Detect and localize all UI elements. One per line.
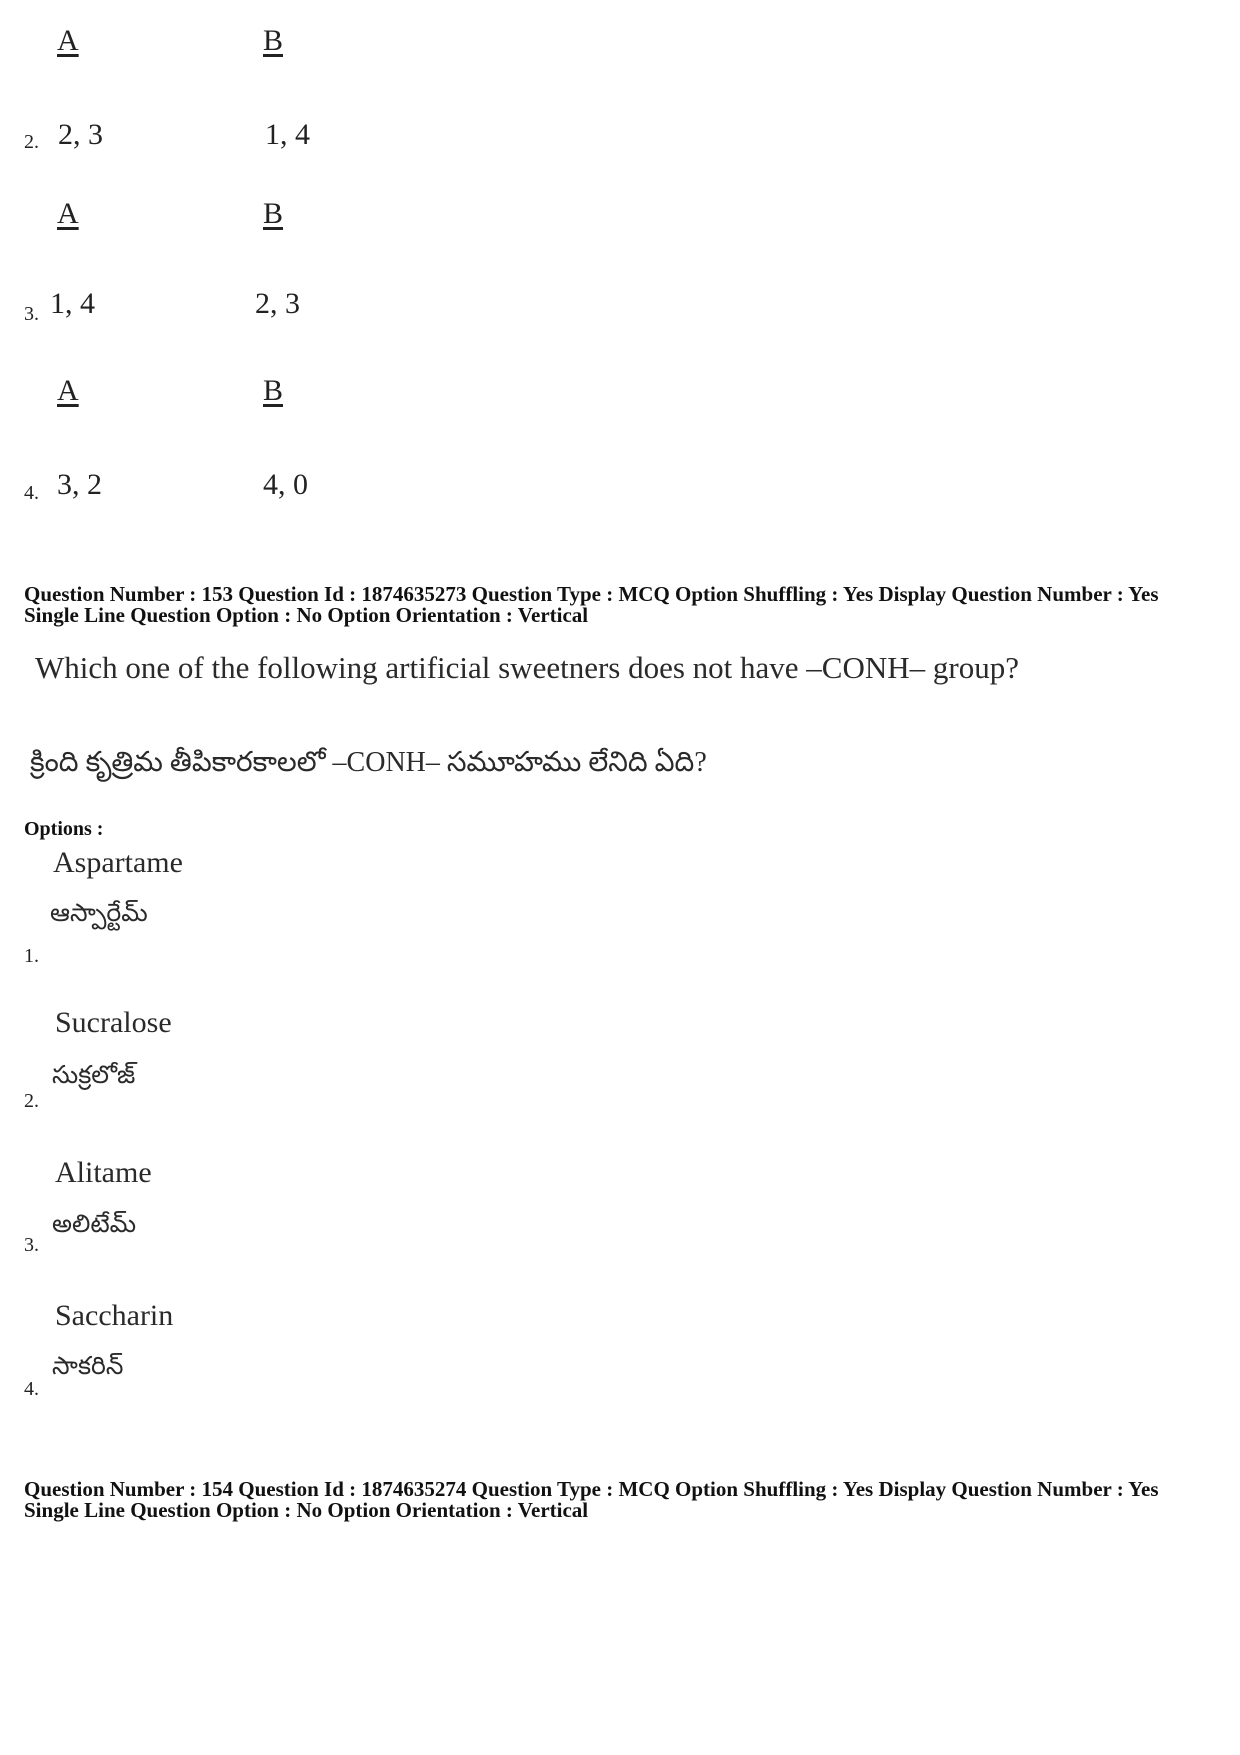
question-text-english: Which one of the following artificial sweetners does not have –CONH– group? (35, 650, 1019, 685)
options-label: Options : (24, 818, 104, 840)
question-meta-line-1: Question Number : 154 Question Id : 1874635274 Question Type : MCQ Option Shuffling : Yes Display Question Number : Yes (24, 1477, 1159, 1501)
option-number: 4. (24, 482, 39, 504)
option-value-a: 2, 3 (58, 118, 103, 151)
question-meta-line-2: Single Line Question Option : No Option Orientation : Vertical (24, 603, 589, 627)
column-a-heading: A (57, 24, 79, 57)
option-number: 1. (24, 945, 39, 967)
option-number: 3. (24, 303, 39, 325)
column-b-heading: B (263, 197, 284, 230)
question-meta-line-1: Question Number : 153 Question Id : 1874635273 Question Type : MCQ Option Shuffling : Yes Display Question Number : Yes (24, 582, 1159, 606)
option-number: 2. (24, 131, 39, 153)
option-text-english: Saccharin (55, 1299, 174, 1332)
option-text-english: Aspartame (53, 846, 183, 879)
option-value-a: 1, 4 (50, 287, 95, 320)
option-text-telugu: సాకరిన్ (52, 1353, 124, 1380)
option-text-english: Sucralose (55, 1006, 172, 1039)
column-b-heading: B (263, 24, 284, 57)
option-text-telugu: ఆస్పార్టేమ్ (50, 900, 148, 927)
option-value-b: 4, 0 (263, 468, 308, 501)
option-value-b: 1, 4 (265, 118, 310, 151)
option-value-b: 2, 3 (255, 287, 300, 320)
option-number: 2. (24, 1090, 39, 1112)
option-text-telugu: అలిటేమ్ (52, 1211, 137, 1238)
question-text-telugu: క్రింది కృత్రిమ తీపికారకాలలో –CONH– సమూహము లేనిది ఏది? (30, 747, 707, 778)
option-value-a: 3, 2 (57, 468, 102, 501)
option-number: 4. (24, 1378, 39, 1400)
column-a-heading: A (57, 374, 79, 407)
column-a-heading: A (57, 197, 79, 230)
option-text-telugu: సుక్రలోజ్ (52, 1062, 136, 1089)
option-number: 3. (24, 1234, 39, 1256)
question-meta-line-2: Single Line Question Option : No Option Orientation : Vertical (24, 1498, 589, 1522)
option-text-english: Alitame (55, 1156, 152, 1189)
column-b-heading: B (263, 374, 284, 407)
